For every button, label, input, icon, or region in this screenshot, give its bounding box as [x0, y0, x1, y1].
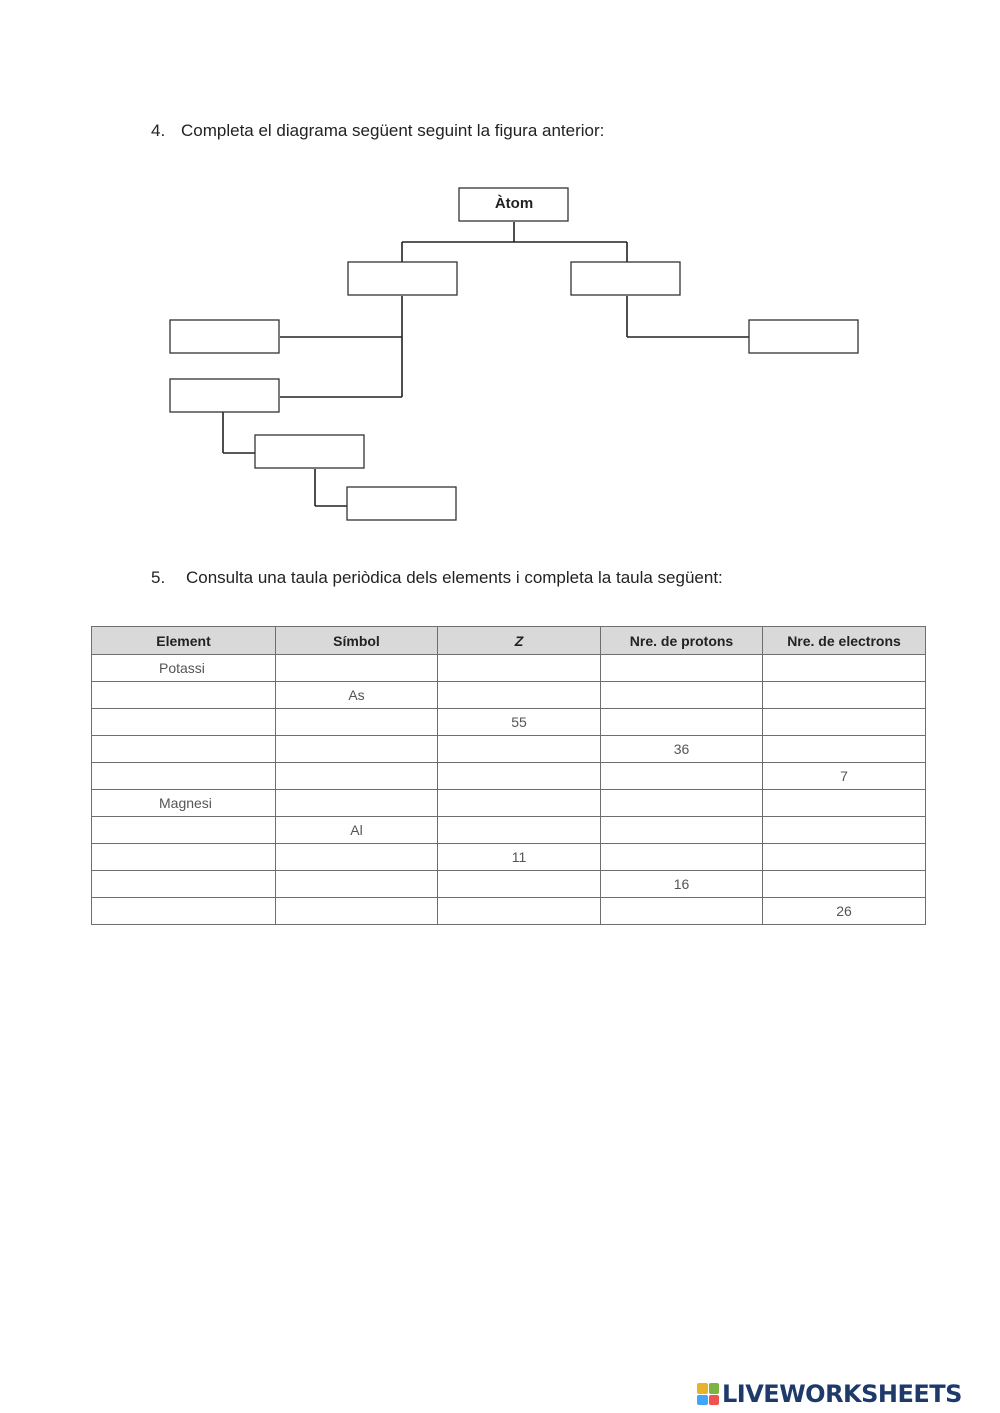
table-cell[interactable] — [601, 817, 763, 844]
table-cell[interactable] — [601, 655, 763, 682]
table-row — [92, 736, 926, 763]
table-row — [92, 655, 926, 682]
table-row — [92, 763, 926, 790]
table-cell[interactable]: 11 — [438, 844, 601, 871]
diagram-box-shell[interactable] — [571, 262, 680, 295]
table-row — [92, 871, 926, 898]
liveworksheets-logo[interactable] — [697, 1379, 962, 1409]
table-header-row — [92, 627, 926, 655]
table-cell[interactable] — [438, 898, 601, 925]
table-cell[interactable] — [92, 898, 276, 925]
periodic-elements-table — [91, 626, 926, 925]
table-cell[interactable] — [92, 763, 276, 790]
table-cell[interactable] — [438, 817, 601, 844]
table-cell[interactable] — [92, 736, 276, 763]
table-cell[interactable] — [438, 736, 601, 763]
table-cell[interactable] — [763, 736, 926, 763]
table-cell[interactable] — [276, 655, 438, 682]
table-cell[interactable]: 16 — [601, 871, 763, 898]
table-cell[interactable] — [276, 871, 438, 898]
table-row — [92, 790, 926, 817]
table-cell[interactable] — [601, 898, 763, 925]
table-cell[interactable] — [763, 790, 926, 817]
table-cell[interactable] — [763, 709, 926, 736]
header-symbol: Símbol — [276, 627, 438, 655]
table-cell[interactable] — [92, 844, 276, 871]
table-cell[interactable] — [438, 763, 601, 790]
table-cell[interactable] — [438, 655, 601, 682]
table-cell[interactable] — [601, 844, 763, 871]
table-cell[interactable] — [601, 709, 763, 736]
diagram-box-nucleus-child-2[interactable] — [170, 379, 279, 412]
table-cell[interactable]: 55 — [438, 709, 601, 736]
table-cell[interactable]: 7 — [763, 763, 926, 790]
diagram-box-nucleus[interactable] — [348, 262, 457, 295]
table-cell[interactable]: Potassi — [92, 655, 276, 682]
liveworksheets-brand: LIVEWORKSHEETS — [722, 1380, 962, 1408]
table-cell[interactable] — [276, 709, 438, 736]
table-cell[interactable] — [276, 898, 438, 925]
diagram-box-level-4[interactable] — [347, 487, 456, 520]
table-cell[interactable] — [601, 763, 763, 790]
diagram-box-level-3[interactable] — [255, 435, 364, 468]
question-5-number: 5. — [151, 568, 166, 587]
diagram-box-shell-child[interactable] — [749, 320, 858, 353]
table-cell[interactable] — [763, 682, 926, 709]
question-5-text: Consulta una taula periòdica dels elements i completa la taula següent: — [186, 568, 723, 587]
table-cell[interactable] — [92, 817, 276, 844]
table-cell[interactable]: Al — [276, 817, 438, 844]
diagram-root-label: Àtom — [494, 195, 534, 212]
table-cell[interactable] — [763, 871, 926, 898]
table-cell[interactable] — [763, 655, 926, 682]
table-cell[interactable] — [276, 763, 438, 790]
table-cell[interactable] — [601, 682, 763, 709]
table-cell[interactable] — [92, 871, 276, 898]
table-cell[interactable] — [601, 790, 763, 817]
question-4-number: 4. — [151, 121, 166, 140]
header-electrons: Nre. de electrons — [763, 627, 926, 655]
atom-diagram — [0, 0, 1000, 560]
question-5 — [151, 568, 723, 588]
table-cell[interactable]: 26 — [763, 898, 926, 925]
table-cell[interactable] — [276, 736, 438, 763]
table-cell[interactable] — [763, 817, 926, 844]
table-cell[interactable] — [438, 682, 601, 709]
table-row — [92, 682, 926, 709]
table-cell[interactable] — [438, 790, 601, 817]
table-cell[interactable] — [763, 844, 926, 871]
table-cell[interactable]: 36 — [601, 736, 763, 763]
question-4-text: Completa el diagrama següent seguint la figura anterior: — [181, 121, 605, 140]
table-row — [92, 898, 926, 925]
table-row — [92, 817, 926, 844]
liveworksheets-logo-icon — [697, 1383, 719, 1405]
table-row — [92, 844, 926, 871]
table-cell[interactable] — [438, 871, 601, 898]
table-cell[interactable]: Magnesi — [92, 790, 276, 817]
table-cell[interactable] — [276, 790, 438, 817]
table-cell[interactable] — [276, 844, 438, 871]
table-row — [92, 709, 926, 736]
header-z: Z — [438, 627, 601, 655]
header-protons: Nre. de protons — [601, 627, 763, 655]
table-cell[interactable] — [92, 682, 276, 709]
header-element: Element — [92, 627, 276, 655]
table-cell[interactable]: As — [276, 682, 438, 709]
table-cell[interactable] — [92, 709, 276, 736]
diagram-box-nucleus-child-1[interactable] — [170, 320, 279, 353]
